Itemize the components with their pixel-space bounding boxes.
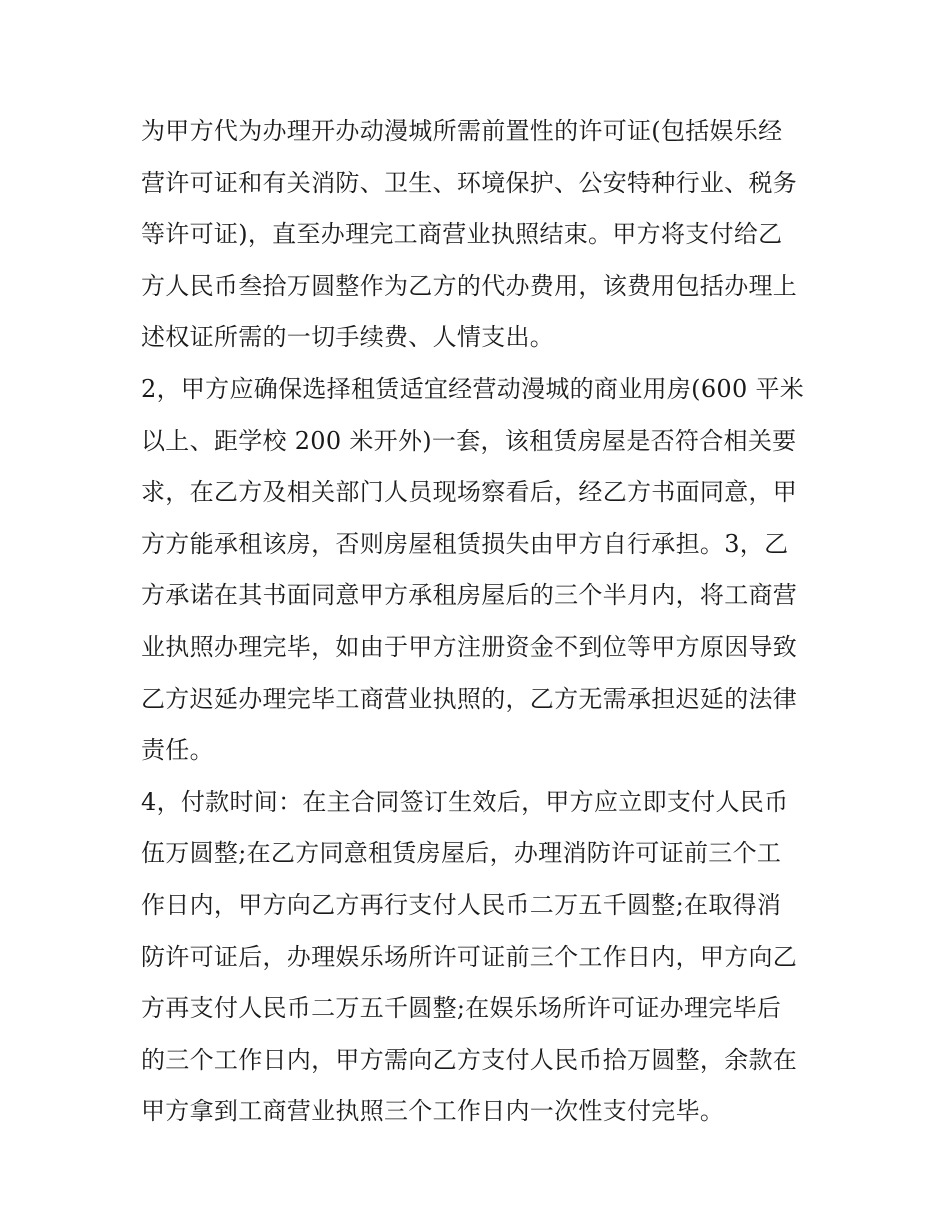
text-line: 甲方拿到工商营业执照三个工作日内一次性支付完毕。 <box>141 1097 725 1126</box>
text-line: 乙方迟延办理完毕工商营业执照的，乙方无需承担迟延的法律 <box>141 684 798 713</box>
text-line: 作日内，甲方向乙方再行支付人民币二万五千圆整;在取得消 <box>141 890 782 919</box>
text-line: 责任。 <box>141 736 214 765</box>
text-line: 方承诺在其书面同意甲方承租房屋后的三个半月内，将工商营 <box>141 581 798 610</box>
text-line: 为甲方代为办理开办动漫城所需前置性的许可证(包括娱乐经 <box>141 117 783 145</box>
document-body <box>141 106 813 1138</box>
text-line: 方再支付人民币二万五千圆整;在娱乐场所许可证办理完毕后 <box>141 994 782 1023</box>
text-line: 方人民币叁拾万圆整作为乙方的代办费用，该费用包括办理上 <box>141 271 798 300</box>
text-line: 防许可证后，办理娱乐场所许可证前三个工作日内，甲方向乙 <box>141 942 798 971</box>
text-line: 求，在乙方及相关部门人员现场察看后，经乙方书面同意，甲 <box>141 478 798 507</box>
text-line: 伍万圆整;在乙方同意租赁房屋后，办理消防许可证前三个工 <box>141 839 782 868</box>
text-line: 述权证所需的一切手续费、人情支出。 <box>141 323 555 352</box>
text-line: 2，甲方应确保选择租赁适宜经营动漫城的商业用房(600 平米 <box>141 374 805 403</box>
text-line: 以上、距学校 200 米开外)一套，该租赁房屋是否符合相关要 <box>141 426 797 455</box>
text-line: 业执照办理完毕，如由于甲方注册资金不到位等甲方原因导致 <box>141 632 798 661</box>
text-line: 方方能承租该房，否则房屋租赁损失由甲方自行承担。3，乙 <box>141 529 789 558</box>
text-line: 等许可证)，直至办理完工商营业执照结束。甲方将支付给乙 <box>141 220 783 249</box>
text-line: 4，付款时间：在主合同签订生效后，甲方应立即支付人民币 <box>141 787 789 816</box>
text-line: 营许可证和有关消防、卫生、环境保护、公安特种行业、税务 <box>141 168 798 197</box>
text-line: 的三个工作日内，甲方需向乙方支付人民币拾万圆整，余款在 <box>141 1045 798 1074</box>
